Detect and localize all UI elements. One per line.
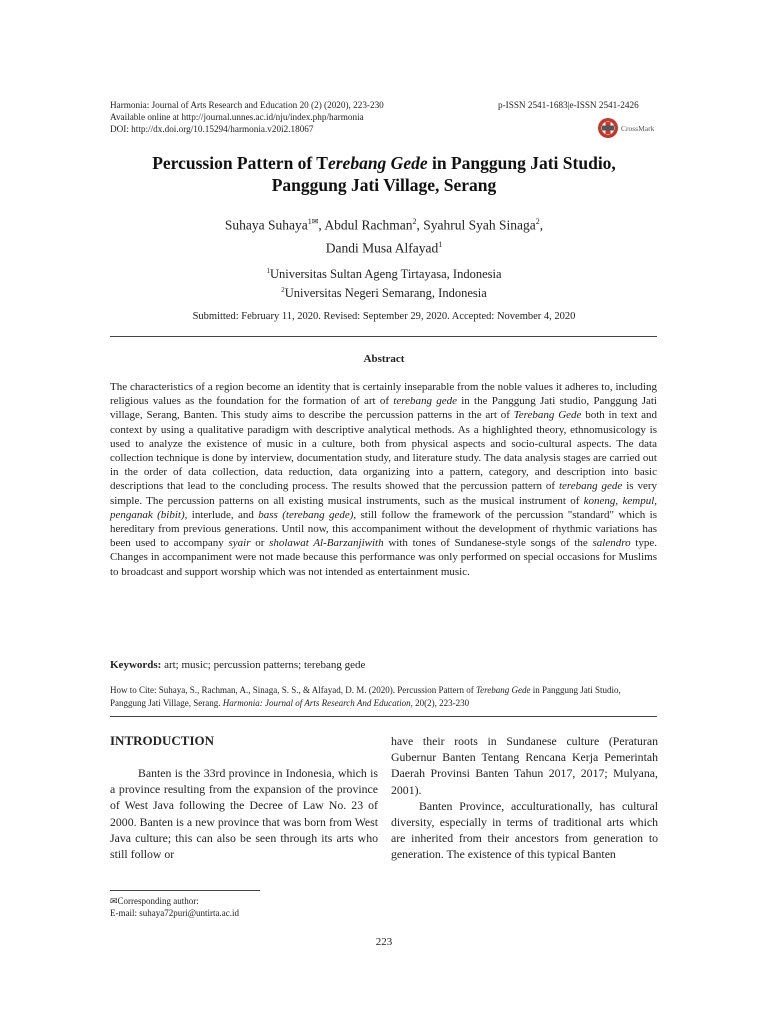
issn: p-ISSN 2541-1683|e-ISSN 2541-2426 bbox=[498, 100, 639, 110]
authors: Suhaya Suhaya$^{1✉}$, Abdul Rachman$^2$, Syahrul Syah Sinaga$^2$, Dandi Musa Alfayad$^1$ bbox=[224, 217, 544, 255]
envelope-icon: ✉ bbox=[110, 896, 118, 906]
intro-right-paragraph-2: Banten Province, acculturationally, has cultural diversity, especially in terms of traditional arts which are inherited from their ancestors from generation to generation. The existence of this typical Banten bbox=[391, 798, 658, 862]
footnote-rule bbox=[110, 890, 260, 891]
doi-link[interactable]: DOI: http://dx.doi.org/10.15294/harmonia.v20i2.18067 bbox=[110, 124, 314, 134]
section-heading-introduction: INTRODUCTION bbox=[110, 733, 215, 748]
crossmark-label: CrossMark bbox=[621, 124, 655, 133]
how-to-cite: How to Cite: Suhaya, S., Rachman, A., Sinaga, S. S., & Alfayad, D. M. (2020). Percussion Pattern of Terebang Gede in Panggung Jati Studio, Panggung Jati Village, Serang. Harmonia: Journal of Arts Research And Education, 20(2), 223-230 bbox=[110, 685, 621, 708]
divider-bottom bbox=[110, 716, 657, 717]
keywords: Keywords: art; music; percussion patterns; terebang gede bbox=[110, 659, 366, 671]
submission-dates: Submitted: February 11, 2020. Revised: September 29, 2020. Accepted: November 4, 2020 bbox=[192, 311, 576, 322]
abstract-body: The characteristics of a region become an identity that is certainly inseparable from the noble values it adheres to, including religious values as the foundation for the formation of art of terebang gede in the Panggung Jati studio, Panggung Jati village, Serang, Banten. This study aims to describe the percussion patterns in the art of Terebang Gede both in text and context by using a qualitative paradigm with descriptive analytical methods. As a highlighted theory, ethnomusicology is used to analyze the existence of music in a culture, both from physical aspects and socio-cultural aspects. The data collection technique is done by interview, documentation study, and literature study. The data analysis stages are carried out in the order of data collection, data reduction, data organizing into a pattern, category, and description into basic descriptions that lead to the concluding process. The results showed that the percussion pattern of terebang gede is very simple. The percussion patterns on all existing musical instruments, such as the musical instrument of koneng, kempul, penganak (bibit), interlude, and bass (terebang gede), still follow the framework of the percussion "standard" which is hereditary from previous generations. Until now, this accompaniment without the development of rhythmic variations has been used to accompany syair or sholawat Al-Barzanjiwith with tones of Sundanese-style songs of the salendro type. Changes in accompaniment were not made because this performance was only performed on special occasions for Muslims to broadcast and support worship which was not intended as entertainment music. bbox=[110, 381, 658, 578]
footnote-email: E-mail: suhaya72puri@untirta.ac.id bbox=[110, 908, 240, 918]
journal-line: Harmonia: Journal of Arts Research and Education 20 (2) (2020), 223-230 bbox=[110, 100, 384, 110]
page-number: 223 bbox=[375, 936, 393, 948]
paper-title: Percussion Pattern of Terebang Gede in Panggung Jati Studio, Panggung Jati Village, Serang bbox=[152, 153, 616, 195]
affiliation-2: $^2$Universitas Negeri Semarang, Indonesia bbox=[281, 286, 487, 301]
intro-left-column: Banten is the 33rd province in Indonesia, which is a province resulting from the expansion of the province of West Java following the Decree of Law No. 23 of 2000. Banten is a new province that was born from West Java culture; this can also be seen through its arts who still follow or bbox=[110, 766, 378, 862]
abstract-heading: Abstract bbox=[363, 353, 405, 365]
crossmark-badge[interactable] bbox=[597, 116, 667, 147]
intro-right-column bbox=[391, 733, 658, 863]
affiliation-1: $^1$Universitas Sultan Ageng Tirtayasa, Indonesia bbox=[266, 267, 502, 282]
intro-right-paragraph-1: have their roots in Sundanese culture (Peraturan Gubernur Banten Tentang Rencana Kerja Pemerintah Daerah Provinsi Banten Tahun 2017, 2017; Mulyana, 2001). bbox=[391, 734, 658, 797]
affiliations bbox=[60, 263, 708, 301]
crossmark-icon bbox=[597, 116, 667, 142]
footnote: ✉Corresponding author: E-mail: suhaya72puri@untirta.ac.id bbox=[110, 896, 240, 918]
available-online: Available online at http://journal.unnes.ac.id/nju/index.php/harmonia bbox=[110, 112, 364, 122]
divider-top bbox=[110, 336, 657, 337]
